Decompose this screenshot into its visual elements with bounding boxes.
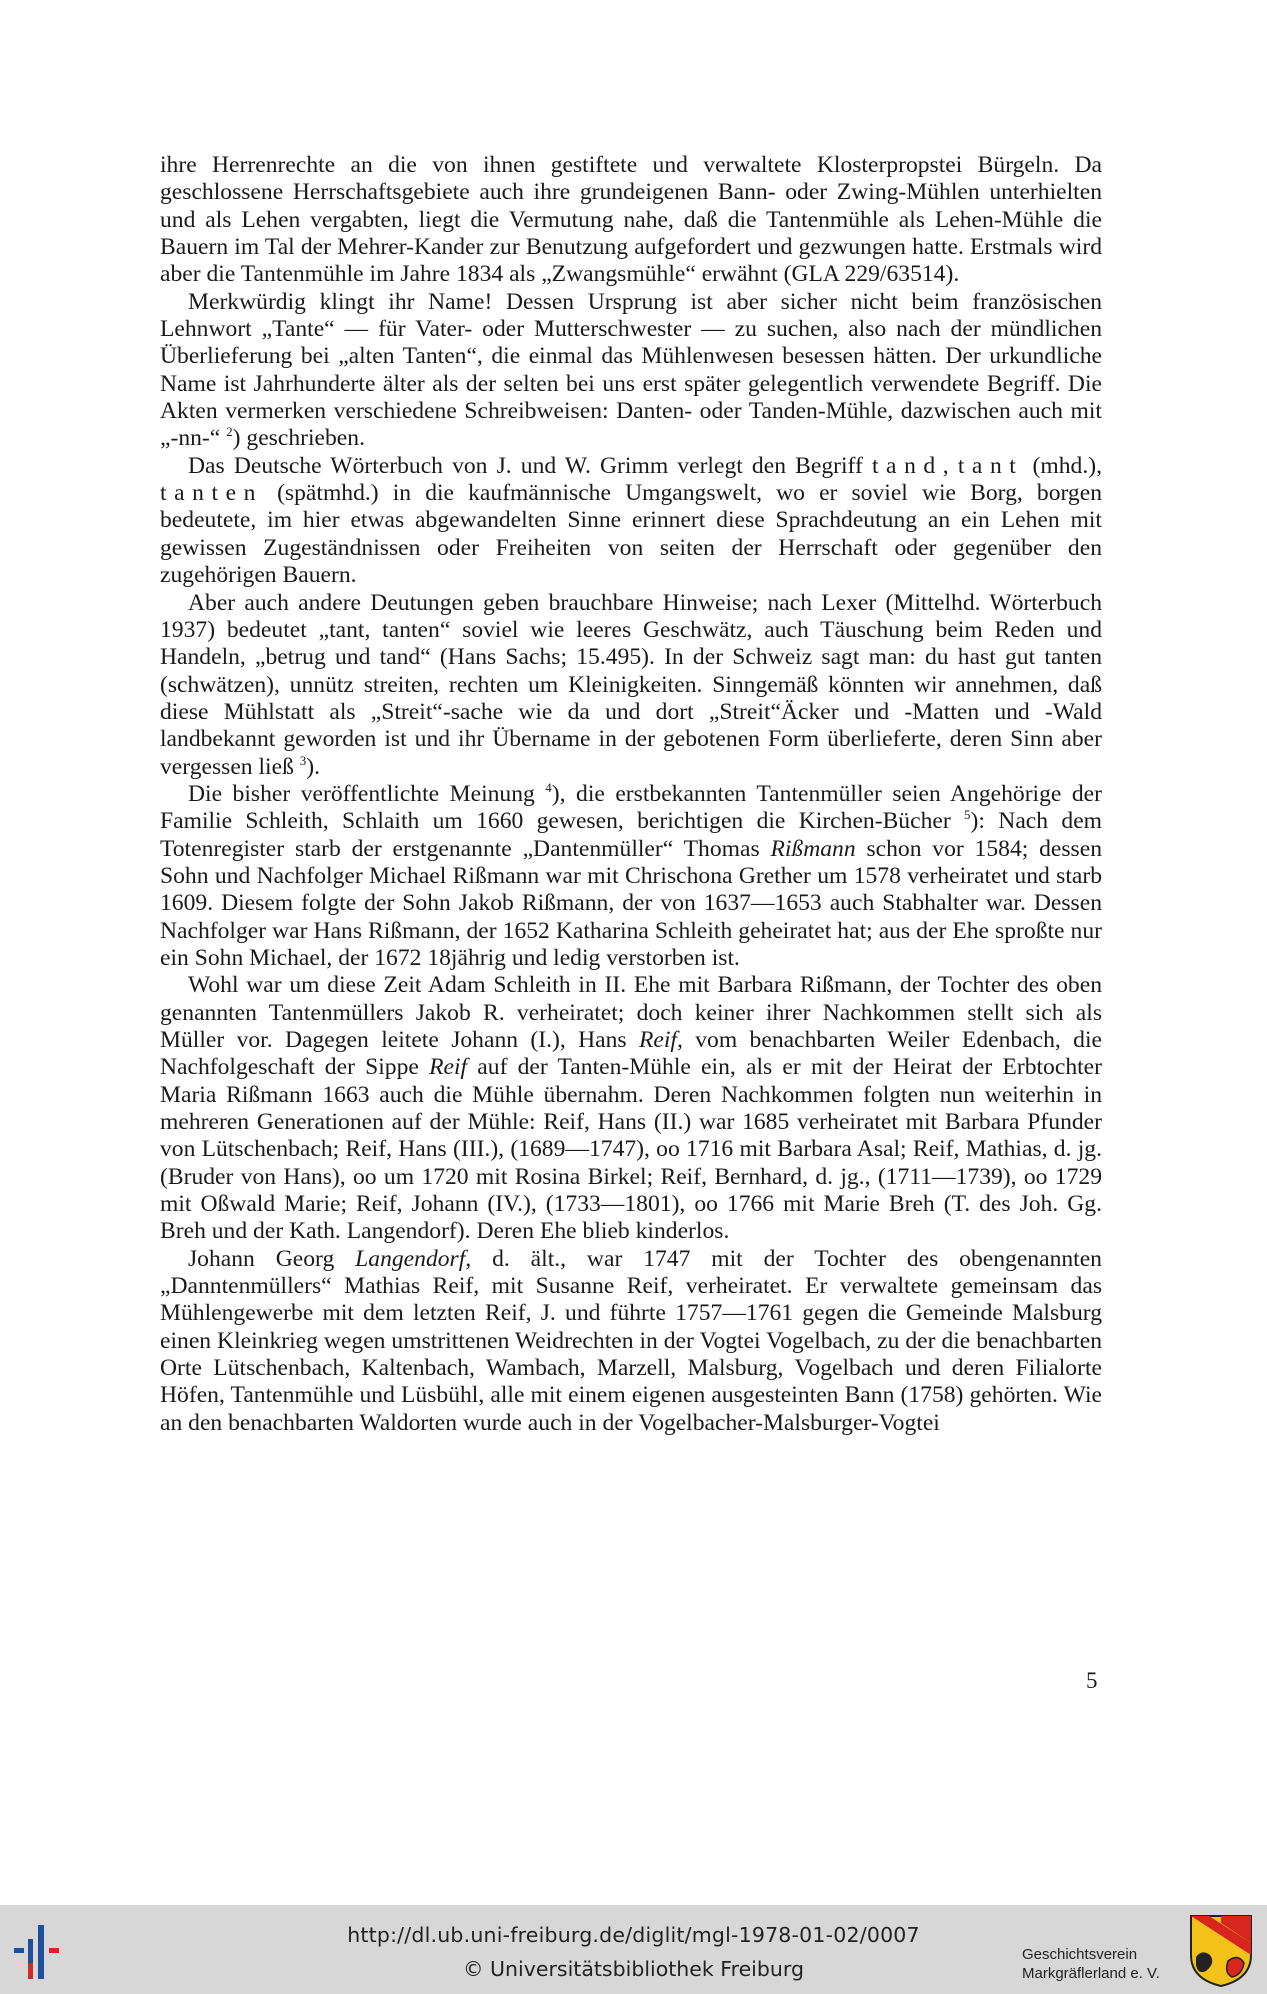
footnote-ref: 4 — [545, 780, 552, 796]
text-run: Johann Georg — [188, 1245, 356, 1272]
footer-society-name — [1022, 1945, 1182, 1983]
text-run: ) geschrieben. — [232, 425, 365, 452]
text-run: ): Nach dem Totenregister starb der erstgenannte „Dantenmüller“ Thomas — [160, 808, 1103, 862]
society-line-2: Markgräflerland e. V. — [1022, 1965, 1160, 1982]
page-body-text — [160, 152, 1102, 1437]
italic-name: Langendorf, — [355, 1245, 472, 1272]
text-run: auf der Tanten-Mühle ein, als er mit der Heirat der Erbtochter Maria Rißmann 1663 auch die Mühle übernahm. Deren Nachkommen folgten nun weiterhin in mehreren Generationen auf der Mühle: Reif, Hans (II.) war 1685 verheiratet mit Barbara Pfunder von Lütschenbach; Reif, Hans (III.), (1689—1747), oo 1716 mit Barbara Asal; Reif, Mathias, d. jg. (Bruder von Hans), oo um 1720 mit Rosina Birkel; Reif, Bernhard, d. jg., (1711—1739), oo 1729 mit Oßwald Marie; Reif, Johann (IV.), (1733—1801), oo 1766 mit Marie Breh (T. des Joh. Gg. Breh und der Kath. Langendorf). Deren Ehe blieb kinderlos. — [160, 1054, 1102, 1245]
spaced-term: tand — [871, 452, 943, 479]
footnote-ref: 2 — [226, 424, 233, 440]
paragraph — [160, 781, 1102, 972]
footer-url-link[interactable]: http://dl.ub.uni-freiburg.de/diglit/mgl-1978-01-02/0007 — [347, 1923, 920, 1947]
italic-name: Reif — [429, 1054, 468, 1081]
paragraph — [160, 453, 1102, 590]
society-line-1: Geschichtsverein — [1022, 1946, 1138, 1963]
text-run: schon vor 1584; dessen Sohn und Nachfolger Michael Rißmann war mit Chrischona Grether um 1578 verheiratet und starb 1609. Diesem folgte der Sohn Jakob Rißmann, der von 1637—1653 auch Stabhalter war. Dessen Nachfolger war Hans Rißmann, der 1652 Katharina Schleith geheiratet hat; aus der Ehe sproßte nur ein Sohn Michael, der 1672 18jährig und ledig verstorben ist. — [160, 835, 1103, 971]
text-run: Das Deutsche Wörterbuch von J. und W. Grimm verlegt den Begriff — [188, 452, 872, 479]
text-run: vom benachbarten Weiler Edenbach, die Nachfolgeschaft der Sippe — [160, 1027, 1103, 1081]
paragraph — [160, 972, 1102, 1245]
text-run: (spätmhd.) in die kaufmännische Umgangswelt, wo er soviel wie Borg, borgen bedeutete, im hier etwas abgewandelten Sinne erinnert diese Sprachdeutung an ein Lehen mit gewissen Zugeständnissen oder Freiheiten von seiten der Herrschaft oder gegenüber den zugehörigen Bauern. — [160, 480, 1102, 589]
text-run: ), die erstbekannten Tantenmüller seien Angehörige der Familie Schleith, Schlaith um 1660 gewesen, berichtigen die Kirchen-Bücher — [160, 780, 1102, 835]
text-run: Aber auch andere Deutungen geben brauchbare Hinweise; nach Lexer (Mittelhd. Wörterbuch 1937) bedeutet „tant, tanten“ soviel wie leeres Geschwätz, auch Täuschung beim Reden und Handeln, „betrug und tand“ (Hans Sachs; 15.495). In der Schweiz sagt man: du hast gut tanten (schwätzen), unnütz streiten, rechten um Kleinigkeiten. Sinngemäß könnten wir annehmen, daß diese Mühlstatt als „Streit“-sache wie da und dort „Streit“Äcker und -Matten und -Wald landbekannt geworden ist und ihr Übername in der gebotenen Form überlieferte, deren Sinn aber vergessen ließ — [160, 589, 1102, 780]
italic-name: Rißmann — [770, 835, 856, 862]
text-run: (mhd.), — [1023, 452, 1103, 479]
page-number: 5 — [1086, 1668, 1098, 1693]
text-run: ihre Herrenrechte an die von ihnen gestiftete und verwaltete Klosterpropstei Bürgeln. Da geschlossene Herrschaftsgebiete auch ihre grundeigenen Bann- oder Zwing-Mühlen unterhielten und als Lehen vergabten, liegt die Vermutung nahe, daß die Tantenmühle als Lehen-Mühle die Bauern im Tal der Mehrer-Kander zur Benutzung aufgefordert und gezwungen hatte. Erstmals wird aber die Tantenmühle im Jahre 1834 als „Zwangsmühle“ erwähnt (GLA 229/63514). — [160, 152, 1102, 288]
footnote-ref: 5 — [964, 807, 971, 823]
spaced-term: tant — [957, 452, 1024, 479]
text-run: Die bisher veröffentlichte Meinung — [188, 780, 546, 807]
footnote-ref: 3 — [299, 752, 307, 768]
paragraph — [160, 590, 1102, 781]
footer-bar — [0, 1905, 1267, 1994]
paragraph — [160, 152, 1102, 289]
paragraph — [160, 1246, 1102, 1437]
footer-copyright: © Universitätsbibliothek Freiburg — [463, 1957, 804, 1981]
spaced-term: tanten — [160, 480, 263, 507]
paragraph — [160, 289, 1102, 453]
coat-of-arms-icon — [1188, 1913, 1254, 1989]
text-run: ). — [306, 753, 321, 780]
text-run: Merkwürdig klingt ihr Name! Dessen Ursprung ist aber sicher nicht beim französischen Lehnwort „Tante“ — für Vater- oder Mutterschwester — zu suchen, also nach der mündlichen Überlieferung bei „alten Tanten“, die einmal das Mühlenwesen besessen hätten. Der urkundliche Name ist Jahrhunderte älter als der selten bei uns erst später gelegentlich verwendete Begriff. Die Akten vermerken verschiedene Schreibweisen: Danten- oder Tanden-Mühle, dazwischen auch mit „-nn-“ — [160, 288, 1102, 452]
text-run: , — [942, 452, 958, 479]
italic-name: Reif, — [638, 1027, 683, 1053]
text-run: Wohl war um diese Zeit Adam Schleith in II. Ehe mit Barbara Rißmann, der Tochter des oben genannten Tantenmüllers Jakob R. verheiratet; doch keiner ihrer Nachkommen stellt sich als Müller vor. Dagegen leitete Johann (I.), Hans — [160, 972, 1102, 1053]
text-run: d. ält., war 1747 mit der Tochter des obengenannten „Danntenmüllers“ Mathias Reif, mit Susanne Reif, verheiratet. Er verwaltete gemeinsam das Mühlengewerbe mit dem letzten Reif, J. und führte 1757—1761 gegen die Gemeinde Malsburg einen Kleinkrieg wegen umstrittenen Weidrechten in der Vogtei Vogelbach, zu der die benachbarten Orte Lütschenbach, Kaltenbach, Wambach, Marzell, Malsburg, Vogelbach und deren Filialorte Höfen, Tantenmühle und Lüsbühl, alle mit einem eigenen ausgesteinten Bann (1758) gehörten. Wie an den benachbarten Waldorten wurde auch in der Vogelbacher-Malsburger-Vogtei — [160, 1245, 1102, 1436]
